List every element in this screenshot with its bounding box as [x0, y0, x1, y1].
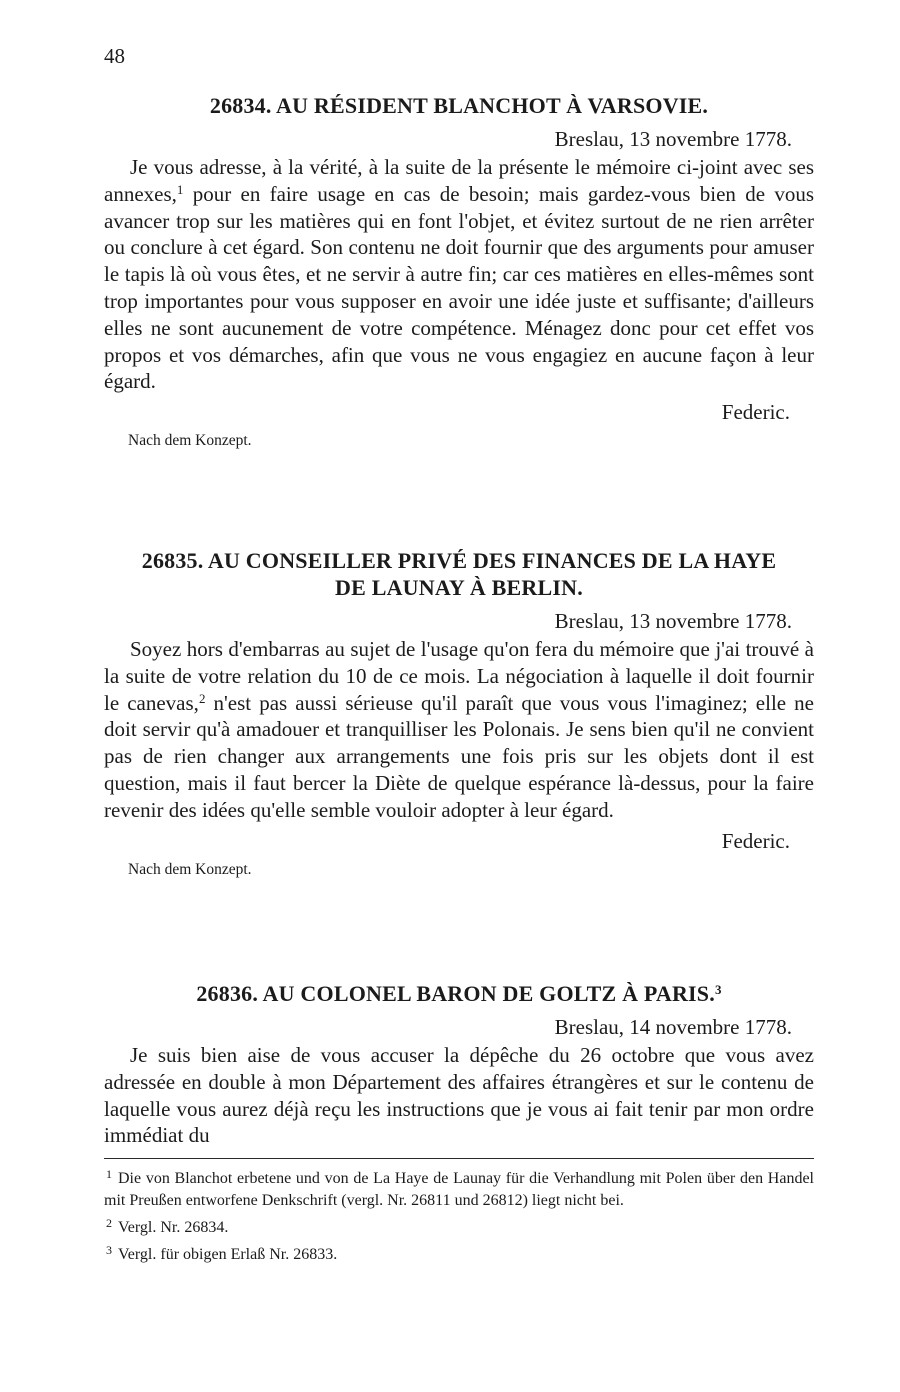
letter-body — [104, 636, 814, 824]
letter-body — [104, 1042, 814, 1149]
heading-text: 26836. AU COLONEL BARON DE GOLTZ À PARIS. — [196, 981, 715, 1006]
letter-body — [104, 154, 814, 395]
body-text-part: Je suis bien aise de vous accuser la dépêche du 26 octobre que vous avez adressée en double à mon Département des affaires étrangères et sur le contenu de laquelle vous aurez déjà reçu les instructions que je vous ai fait tenir par mon ordre immédiat du — [104, 1043, 814, 1148]
signature: Federic. — [721, 400, 790, 425]
footnote-divider — [104, 1158, 814, 1159]
heading-line — [104, 980, 814, 1007]
footnote-text: Die von Blanchot erbetene und von de La Haye de Launay für die Verhandlung mit Polen über den Handel mit Preußen entworfene Denkschrift (vergl. Nr. 26811 und 26812) liegt nicht bei. — [104, 1170, 814, 1209]
footnote-reference[interactable]: 2 — [198, 690, 206, 706]
footnotes — [104, 1163, 814, 1266]
footnote-marker: 3 — [106, 1243, 112, 1257]
letter-heading — [104, 980, 814, 1007]
body-text-part: n'est pas aussi sérieuse qu'il paraît que vous vous l'imaginez; elle ne doit servir qu'à amadouer et tranquilliser les Polonais. Je sens bien qu'il ne convient pas de rien changer aux arrangements une fois pris sur les objets dont il est question, mais il faut bercer la Diète de quelque espérance là-dessus, pour la faire revenir des idées qu'elle semble vouloir adopter à leur égard. — [104, 690, 814, 822]
place-date: Breslau, 13 novembre 1778. — [554, 127, 792, 151]
letter-heading — [104, 92, 814, 119]
heading-line: 26835. AU CONSEILLER PRIVÉ DES FINANCES DE LA HAYE — [141, 548, 777, 573]
page-number: 48 — [104, 44, 125, 68]
place-date: Breslau, 14 novembre 1778. — [554, 1015, 792, 1039]
footnote — [104, 1212, 814, 1239]
source-note: Nach dem Konzept. — [128, 432, 252, 450]
letter-26835 — [104, 547, 814, 880]
letter-26836 — [104, 980, 814, 1149]
footnote-text: Vergl. Nr. 26834. — [118, 1219, 229, 1236]
footnote-reference[interactable]: 3 — [714, 982, 722, 997]
footnote-text: Vergl. für obigen Erlaß Nr. 26833. — [118, 1246, 338, 1263]
heading-line: DE LAUNAY À BERLIN. — [335, 575, 583, 600]
letter-heading — [104, 547, 814, 601]
body-text-part: Soyez hors d'embarras au sujet de l'usage qu'on fera du mémoire que j'ai trouvé à la suite de votre relation du 10 de ce mois. La négociation à laquelle il doit fournir le canevas, — [104, 637, 814, 715]
footnote-marker: 1 — [106, 1167, 112, 1181]
body-text-part: Je vous adresse, à la vérité, à la suite de la présente le mémoire ci-joint avec ses annexes, — [104, 155, 814, 206]
footnote — [104, 1239, 814, 1266]
footnote-reference[interactable]: 1 — [176, 181, 184, 197]
letter-26834 — [104, 92, 814, 451]
signature: Federic. — [721, 828, 790, 853]
footnote — [104, 1163, 814, 1212]
body-text-part: pour en faire usage en cas de besoin; mais gardez-vous bien de vous avancer trop sur les matières qui en font l'objet, et évitez surtout de ne rien arrêter ou conclure à cet égard. Son contenu ne doit fournir que des arguments pour amuser le tapis là où vous êtes, et ne servir à autre fin; car ces matières en elles-mêmes sont trop importantes pour vous supposer en avoir une idée juste et suffisante; d'ailleurs elles ne sont aucunement de votre compétence. Ménagez donc pour cet effet vos propos et vos démarches, afin que vous ne vous engagiez en aucune façon à leur égard. — [104, 181, 814, 394]
source-note: Nach dem Konzept. — [128, 860, 252, 878]
footnote-marker: 2 — [106, 1216, 112, 1230]
heading-line: 26834. AU RÉSIDENT BLANCHOT À VARSOVIE. — [209, 93, 709, 118]
place-date: Breslau, 13 novembre 1778. — [554, 609, 792, 633]
